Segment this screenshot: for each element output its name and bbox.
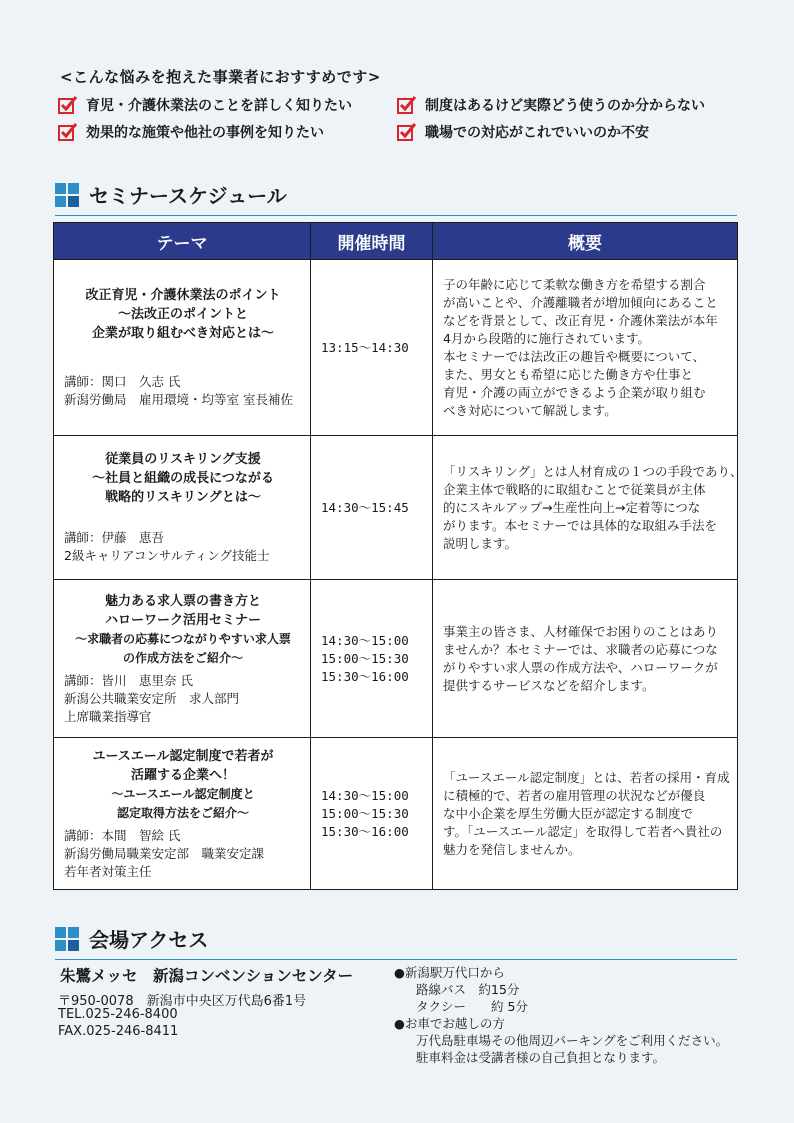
summary-line: がりやすい求人票の作成方法や、ハローワークが bbox=[443, 659, 718, 675]
summary-line: などを背景として、改正育児・介護休業法が本年 bbox=[443, 312, 718, 328]
seminar-schedule-table bbox=[53, 222, 743, 890]
seminar-title bbox=[64, 592, 302, 668]
time-slot: 14:30～15:00 bbox=[321, 632, 409, 648]
checkbox-checked-icon bbox=[58, 123, 78, 141]
summary-cell bbox=[433, 260, 738, 436]
time-slot: 14:30～15:00 bbox=[321, 787, 409, 803]
summary-line: 「ユースエール認定制度」とは、若者の採用・育成 bbox=[443, 769, 730, 785]
lecturer-line: 上席職業指導官 bbox=[64, 708, 152, 724]
title-line: ～社員と組織の成長につながる bbox=[92, 471, 274, 486]
worry-item bbox=[397, 122, 649, 142]
seminar-title bbox=[64, 286, 302, 343]
lecturer-line: 講師：伊藤 恵吾 bbox=[64, 530, 165, 545]
access-bullet-car: ●お車でお越しの方 bbox=[394, 1016, 505, 1031]
summary-line: ませんか？本セミナーでは、求職者の応募につな bbox=[443, 641, 718, 657]
summary-line: 4月から段階的に施行されています。 bbox=[443, 330, 650, 346]
time-slot: 13:15～14:30 bbox=[321, 339, 409, 355]
table-row bbox=[54, 580, 738, 738]
worry-item bbox=[397, 95, 705, 115]
summary-cell bbox=[433, 436, 743, 580]
access-bus: 路線バス 約15分 bbox=[416, 982, 520, 997]
title-line: 企業が取り組むべき対応とは～ bbox=[91, 326, 274, 341]
recommendation-title: <こんな悩みを抱えた事業者におすすめです> bbox=[60, 68, 381, 86]
title-line: 魅力ある求人票の書き方と bbox=[104, 593, 261, 609]
title-line: 改正育児・介護休業法のポイント bbox=[85, 288, 281, 303]
lecturer-info bbox=[64, 529, 302, 565]
summary-line: 「リスキリング」とは人材育成の１つの手段であり、 bbox=[443, 463, 743, 479]
theme-cell bbox=[54, 436, 311, 580]
lecturer-line: 講師：関口 久志 氏 bbox=[64, 374, 181, 389]
lecturer-line: 講師：皆川 恵里奈 氏 bbox=[64, 672, 193, 688]
title-line: の作成方法をご紹介～ bbox=[122, 650, 243, 665]
summary-cell bbox=[433, 738, 738, 890]
venue-fax: FAX.025-246-8411 bbox=[58, 1024, 179, 1039]
summary-line: に積極的で、若者の雇用管理の状況などが優良 bbox=[443, 787, 706, 803]
time-slot: 15:00～15:30 bbox=[321, 805, 409, 821]
table-row bbox=[54, 738, 738, 890]
title-line: 認定取得方法をご紹介～ bbox=[116, 805, 249, 820]
access-parking-fee: 駐車料金は受講者様の自己負担となります。 bbox=[416, 1050, 666, 1065]
access-taxi: タクシー 約 5分 bbox=[416, 999, 528, 1014]
summary-line: 魅力を発信しませんか。 bbox=[443, 841, 581, 857]
summary-line: べき対応について解説します。 bbox=[443, 402, 617, 418]
lecturer-info bbox=[64, 373, 302, 409]
grid-squares-icon bbox=[55, 183, 79, 207]
theme-cell bbox=[54, 738, 311, 890]
time-slot: 15:00～15:30 bbox=[321, 650, 409, 666]
table-header-row bbox=[54, 223, 738, 260]
summary-line: また、男女とも希望に応じた働き方や仕事と bbox=[443, 366, 694, 382]
title-line: ～ユースエール認定制度と bbox=[111, 786, 255, 801]
column-header-summary: 概要 bbox=[433, 223, 738, 260]
title-line: ハローワーク活用セミナー bbox=[104, 612, 261, 628]
worry-item bbox=[58, 95, 352, 115]
grid-squares-icon bbox=[55, 927, 79, 951]
access-parking-info: 万代島駐車場その他周辺パーキングをご利用ください。 bbox=[416, 1033, 729, 1048]
table-row bbox=[54, 436, 738, 580]
title-line: 活躍する企業へ！ bbox=[130, 767, 235, 783]
column-header-time: 開催時間 bbox=[311, 223, 433, 260]
summary-line: がります。本セミナーでは具体的な取組み手法を bbox=[443, 517, 718, 533]
time-slot: 15:30～16:00 bbox=[321, 823, 409, 839]
checkbox-checked-icon bbox=[397, 96, 417, 114]
summary-line: 的にスキルアップ→生産性向上→定着等につな bbox=[443, 499, 701, 515]
title-line: ～求職者の応募につながりやすい求人票 bbox=[75, 631, 291, 646]
title-line: ユースエール認定制度で若者が bbox=[92, 748, 274, 764]
time-cell bbox=[311, 738, 433, 890]
time-slot: 14:30～15:45 bbox=[321, 499, 409, 515]
lecturer-line: 新潟労働局 雇用環境・均等室 室長補佐 bbox=[64, 392, 293, 407]
summary-line: 子の年齢に応じて柔軟な働き方を希望する割合 bbox=[443, 276, 706, 292]
access-heading-text: 会場アクセス bbox=[89, 928, 209, 952]
checkbox-checked-icon bbox=[58, 96, 78, 114]
worry-text: 職場での対応がこれでいいのか不安 bbox=[425, 125, 649, 141]
schedule-heading bbox=[55, 180, 737, 216]
time-cell bbox=[311, 260, 433, 436]
summary-line: 本セミナーでは法改正の趣旨や概要について、 bbox=[443, 348, 706, 364]
worry-text: 育児・介護休業法のことを詳しく知りたい bbox=[86, 98, 352, 114]
worry-text: 制度はあるけど実際どう使うのか分からない bbox=[425, 98, 705, 114]
title-line: ～法改正のポイントと bbox=[117, 307, 248, 322]
summary-line: 提供するサービスなどを紹介します。 bbox=[443, 677, 655, 693]
lecturer-line: 2級キャリアコンサルティング技能士 bbox=[64, 548, 270, 563]
summary-cell bbox=[433, 580, 738, 738]
title-line: 戦略的リスキリングとは～ bbox=[105, 490, 261, 505]
access-heading bbox=[55, 924, 737, 960]
theme-cell bbox=[54, 580, 311, 738]
venue-name: 朱鷺メッセ 新潟コンベンションセンター bbox=[60, 967, 354, 985]
access-bullet-station: ●新潟駅万代口から bbox=[394, 965, 505, 980]
seminar-title bbox=[64, 747, 302, 823]
lecturer-line: 新潟労働局職業安定部 職業安定課 bbox=[64, 845, 265, 861]
lecturer-info bbox=[64, 827, 302, 881]
summary-line: 企業主体で戦略的に取組むことで従業員が主体 bbox=[443, 481, 706, 497]
lecturer-line: 新潟公共職業安定所 求人部門 bbox=[64, 690, 240, 706]
summary-line: 事業主の皆さま、人材確保でお困りのことはあり bbox=[443, 623, 719, 639]
time-cell bbox=[311, 580, 433, 738]
lecturer-line: 講師：本間 智絵 氏 bbox=[64, 827, 181, 843]
seminar-title bbox=[64, 450, 302, 507]
summary-line: 説明します。 bbox=[443, 535, 518, 551]
time-cell bbox=[311, 436, 433, 580]
table-row bbox=[54, 260, 738, 436]
column-header-theme: テーマ bbox=[54, 223, 311, 260]
checkbox-checked-icon bbox=[397, 123, 417, 141]
summary-line: な中小企業を厚生労働大臣が認定する制度で bbox=[443, 805, 694, 821]
schedule-heading-text: セミナースケジュール bbox=[89, 184, 287, 208]
summary-line: す。「ユースエール認定」を取得して若者へ貴社の bbox=[443, 823, 723, 839]
worry-text: 効果的な施策や他社の事例を知りたい bbox=[86, 125, 324, 141]
time-slot: 15:30～16:00 bbox=[321, 668, 409, 684]
lecturer-line: 若年者対策主任 bbox=[64, 863, 152, 879]
venue-address: 〒950-0078 新潟市中央区万代島6番1号 bbox=[58, 994, 307, 1009]
worry-item bbox=[58, 122, 324, 142]
summary-line: 育児・介護の両立ができるよう企業が取り組む bbox=[443, 384, 706, 400]
lecturer-info bbox=[64, 672, 302, 726]
title-line: 従業員のリスキリング支援 bbox=[105, 452, 261, 467]
summary-line: が高いことや、介護離職者が増加傾向にあること bbox=[443, 294, 718, 310]
access-directions bbox=[394, 964, 728, 1066]
venue-tel: TEL.025-246-8400 bbox=[58, 1007, 178, 1022]
theme-cell bbox=[54, 260, 311, 436]
